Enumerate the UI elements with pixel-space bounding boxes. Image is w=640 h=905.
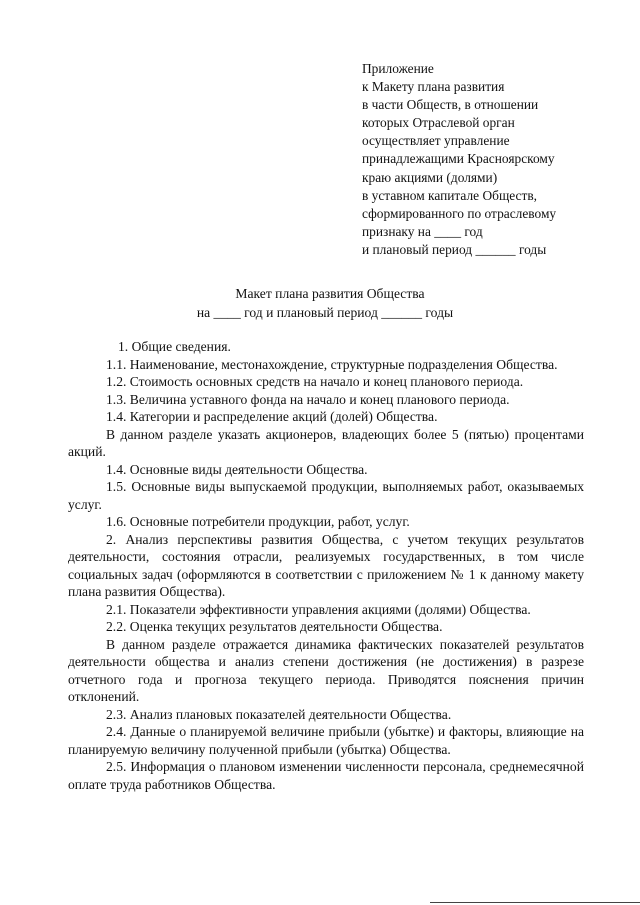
paragraph: 2. Анализ перспективы развития Общества, с учетом текущих результатов деятельности, состояния отрасли, реализуемых государственных, в том числе социальных задач (оформляются в соответствии с приложением № 1 к данному макету плана развития Общества).: [68, 531, 584, 599]
paragraph: 1.2. Стоимость основных средств на начало и конец планового периода.: [106, 374, 524, 389]
paragraph: 2.1. Показатели эффективности управления акциями (долями) Общества.: [106, 601, 531, 617]
paragraph: 1.5. Основные виды выпускаемой продукции, выполняемых работ, оказываемых услуг.: [68, 479, 584, 512]
annex-line: признаку на ____ год: [362, 223, 483, 239]
paragraph: В данном разделе указать акционеров, владеющих более 5 (пятью) процентами акций.: [68, 426, 584, 459]
annex-line: и плановый период ______ годы: [362, 241, 547, 257]
document-title: [0, 284, 640, 322]
paragraph: 2.2. Оценка текущих результатов деятельности Общества.: [106, 619, 443, 634]
annex-line: осуществляет управление: [362, 133, 510, 149]
bottom-rule: [430, 902, 640, 903]
annex-line: в уставном капитале Обществ,: [362, 187, 538, 203]
paragraph: 1.4. Основные виды деятельности Общества.: [106, 461, 368, 477]
annex-line: в части Обществ, в отношении: [362, 97, 539, 113]
document-body: [68, 338, 584, 793]
annex-line: сформированного по отраслевому: [362, 205, 557, 221]
paragraph: 2.4. Данные о планируемой величине прибыли (убытке) и факторы, влияющие на планируемую величину полученной прибыли (убытка) Общества.: [68, 724, 584, 757]
annex-line: которых Отраслевой орган: [362, 115, 515, 131]
paragraph: 2.3. Анализ плановых показателей деятельности Общества.: [106, 706, 452, 722]
paragraph: 2.5. Информация о плановом изменении численности персонала, среднемесячной оплате труда работников Общества.: [68, 759, 584, 792]
annex-block: [362, 60, 612, 259]
annex-line: принадлежащими Красноярскому: [362, 151, 555, 167]
annex-line: Приложение: [362, 61, 434, 76]
paragraph: 1.4. Категории и распределение акций (долей) Общества.: [106, 409, 438, 424]
paragraph: 1. Общие сведения.: [118, 339, 231, 354]
annex-line: к Макету плана развития: [362, 79, 505, 95]
title-line-2: на ____ год и плановый период ______ годы: [196, 305, 454, 320]
paragraph: 1.6. Основные потребители продукции, работ, услуг.: [106, 514, 410, 529]
paragraph: 1.3. Величина уставного фонда на начало и конец планового периода.: [106, 391, 510, 407]
title-line-1: Макет плана развития Общества: [235, 286, 425, 301]
annex-line: краю акциями (долями): [362, 169, 498, 185]
paragraph: В данном разделе отражается динамика фактических показателей результатов деятельности общества и анализ степени достижения (не достижения) в разрезе отчетного года и прогноза текущего периода. Приводятся пояснения причин отклонений.: [68, 636, 584, 704]
paragraph: 1.1. Наименование, местонахождение, структурные подразделения Общества.: [106, 356, 558, 372]
